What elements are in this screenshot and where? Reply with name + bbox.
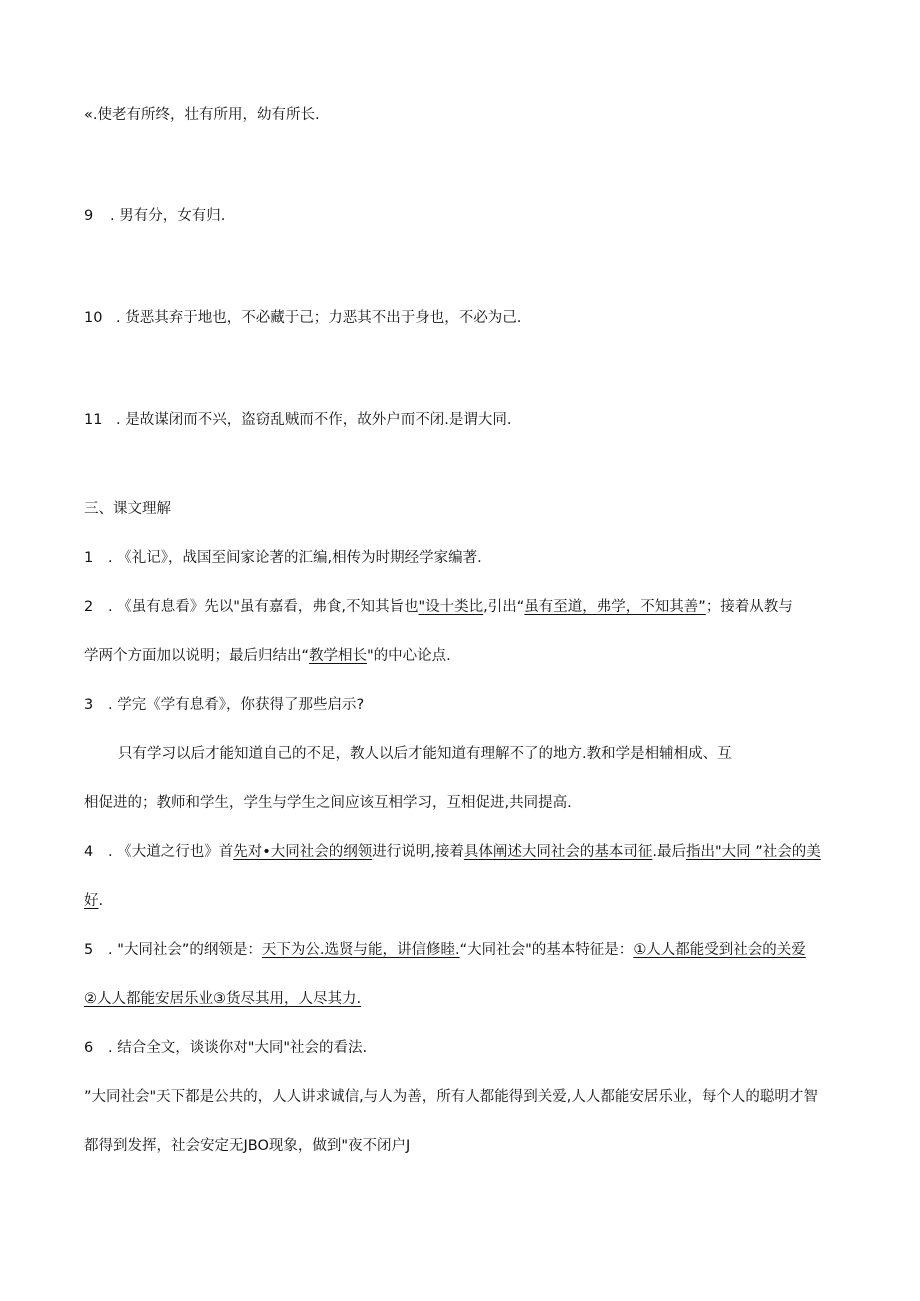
question-1-number: 1 (84, 550, 94, 566)
question-3-answer-line-2: 相促进的；教师和学生，学生与学生之间应该互相学习，互相促进,共同提高. (84, 795, 572, 811)
question-6-number: 6 (84, 1040, 94, 1056)
item-8-text: .使老有所终，壮有所用，幼有所长. (92, 107, 320, 123)
item-10-text: . 货恶其弃于地也，不必藏于己；力恶其不出于身也，不必为己. (116, 310, 522, 326)
question-2-underline-a: "设十类比 (418, 599, 484, 615)
question-2-line-1 (84, 597, 793, 617)
question-4-text-d: . (98, 893, 104, 909)
question-4-number: 4 (84, 844, 94, 860)
item-11-number: 11 (84, 412, 103, 428)
question-6-answer-line-2: 都得到发挥，社会安定无JBO现象，做到"夜不闭户J (84, 1138, 411, 1154)
question-5-underline-a: 天下为公.选贤与能，讲信修睦. (261, 942, 460, 958)
question-2-text-a: . 《虽有息看》先以"虽有嘉看，弗食,不知其旨也 (108, 599, 419, 615)
item-9 (84, 206, 225, 226)
question-1 (84, 548, 482, 568)
question-5-underline-b: ①人人都能受到社会的关爱 (633, 942, 806, 958)
item-11 (84, 410, 511, 430)
question-4-text-b: 进行说明,接着 (372, 844, 464, 860)
question-2-text-d: 学两个方面加以说明；最后归结出“ (84, 648, 310, 664)
question-1-text: . 《礼记》，战国至间家论著的汇编,相传为时期经学家编著. (108, 550, 482, 566)
question-6 (84, 1038, 367, 1058)
question-6-answer-line-1: ”大同社会"天下都是公共的，人人讲求诚信,与人为善，所有人都能得到关爱,人人都能安居乐业，每个人的聪明才智 (84, 1089, 818, 1105)
item-10 (84, 308, 521, 328)
question-5-underline-c: ②人人都能安居乐业③货尽其用，人尽其力. (84, 991, 362, 1007)
question-5-line-1 (84, 940, 806, 960)
question-5-number: 5 (84, 942, 94, 958)
question-3 (84, 695, 364, 715)
question-5-line-2 (84, 989, 361, 1009)
question-4-line-2 (84, 891, 103, 911)
item-10-number: 10 (84, 310, 103, 326)
question-3-number: 3 (84, 697, 94, 713)
question-3-text: . 学完《学有息肴》，你获得了那些启示? (108, 697, 365, 713)
question-2-text-b: ,引出“ (483, 599, 525, 615)
question-5-text-a: . "大同社会”的纲领是： (108, 942, 262, 958)
question-5-text-b: “大同社会"的基本特征是： (459, 942, 634, 958)
item-9-number: 9 (84, 208, 94, 224)
question-2-number: 2 (84, 599, 94, 615)
question-4-underline-b: 具体阐述大同社会的基本司征 (463, 844, 653, 860)
question-2-text-e: "的中心论点. (367, 648, 451, 664)
item-11-text: . 是故谋闭而不兴，盗窃乱贼而不作，故外户而不闭.是谓大同. (116, 412, 512, 428)
question-4-line-1 (84, 842, 821, 862)
question-4-text-c: .最后 (652, 844, 686, 860)
question-4-underline-c: 指出"大同 ”社会的美 (686, 844, 821, 860)
question-4-underline-d: 好 (84, 893, 99, 909)
question-2-line-2 (84, 646, 451, 666)
question-3-answer-line-1: 只有学习以后才能知道自己的不足，教人以后才能知道有理解不了的地方.教和学是相辅相成、互 (118, 746, 732, 762)
section-title: 三、课文理解 (84, 501, 171, 517)
item-8-number: « (84, 107, 93, 123)
question-2-underline-b: 虽有至道，弗学，不知其善” (524, 599, 706, 615)
question-4-text-a: . 《大道之行也》首 (108, 844, 234, 860)
item-8 (84, 105, 320, 125)
question-2-underline-c: 教学相长 (309, 648, 368, 664)
item-9-text: . 男有分，女有归. (110, 208, 226, 224)
question-4-underline-a: 先对•大同社会的纲领 (233, 844, 373, 860)
question-2-text-c: ；接着从教与 (705, 599, 793, 615)
question-6-text: . 结合全文，谈谈你对"大同"社会的看法. (108, 1040, 368, 1056)
